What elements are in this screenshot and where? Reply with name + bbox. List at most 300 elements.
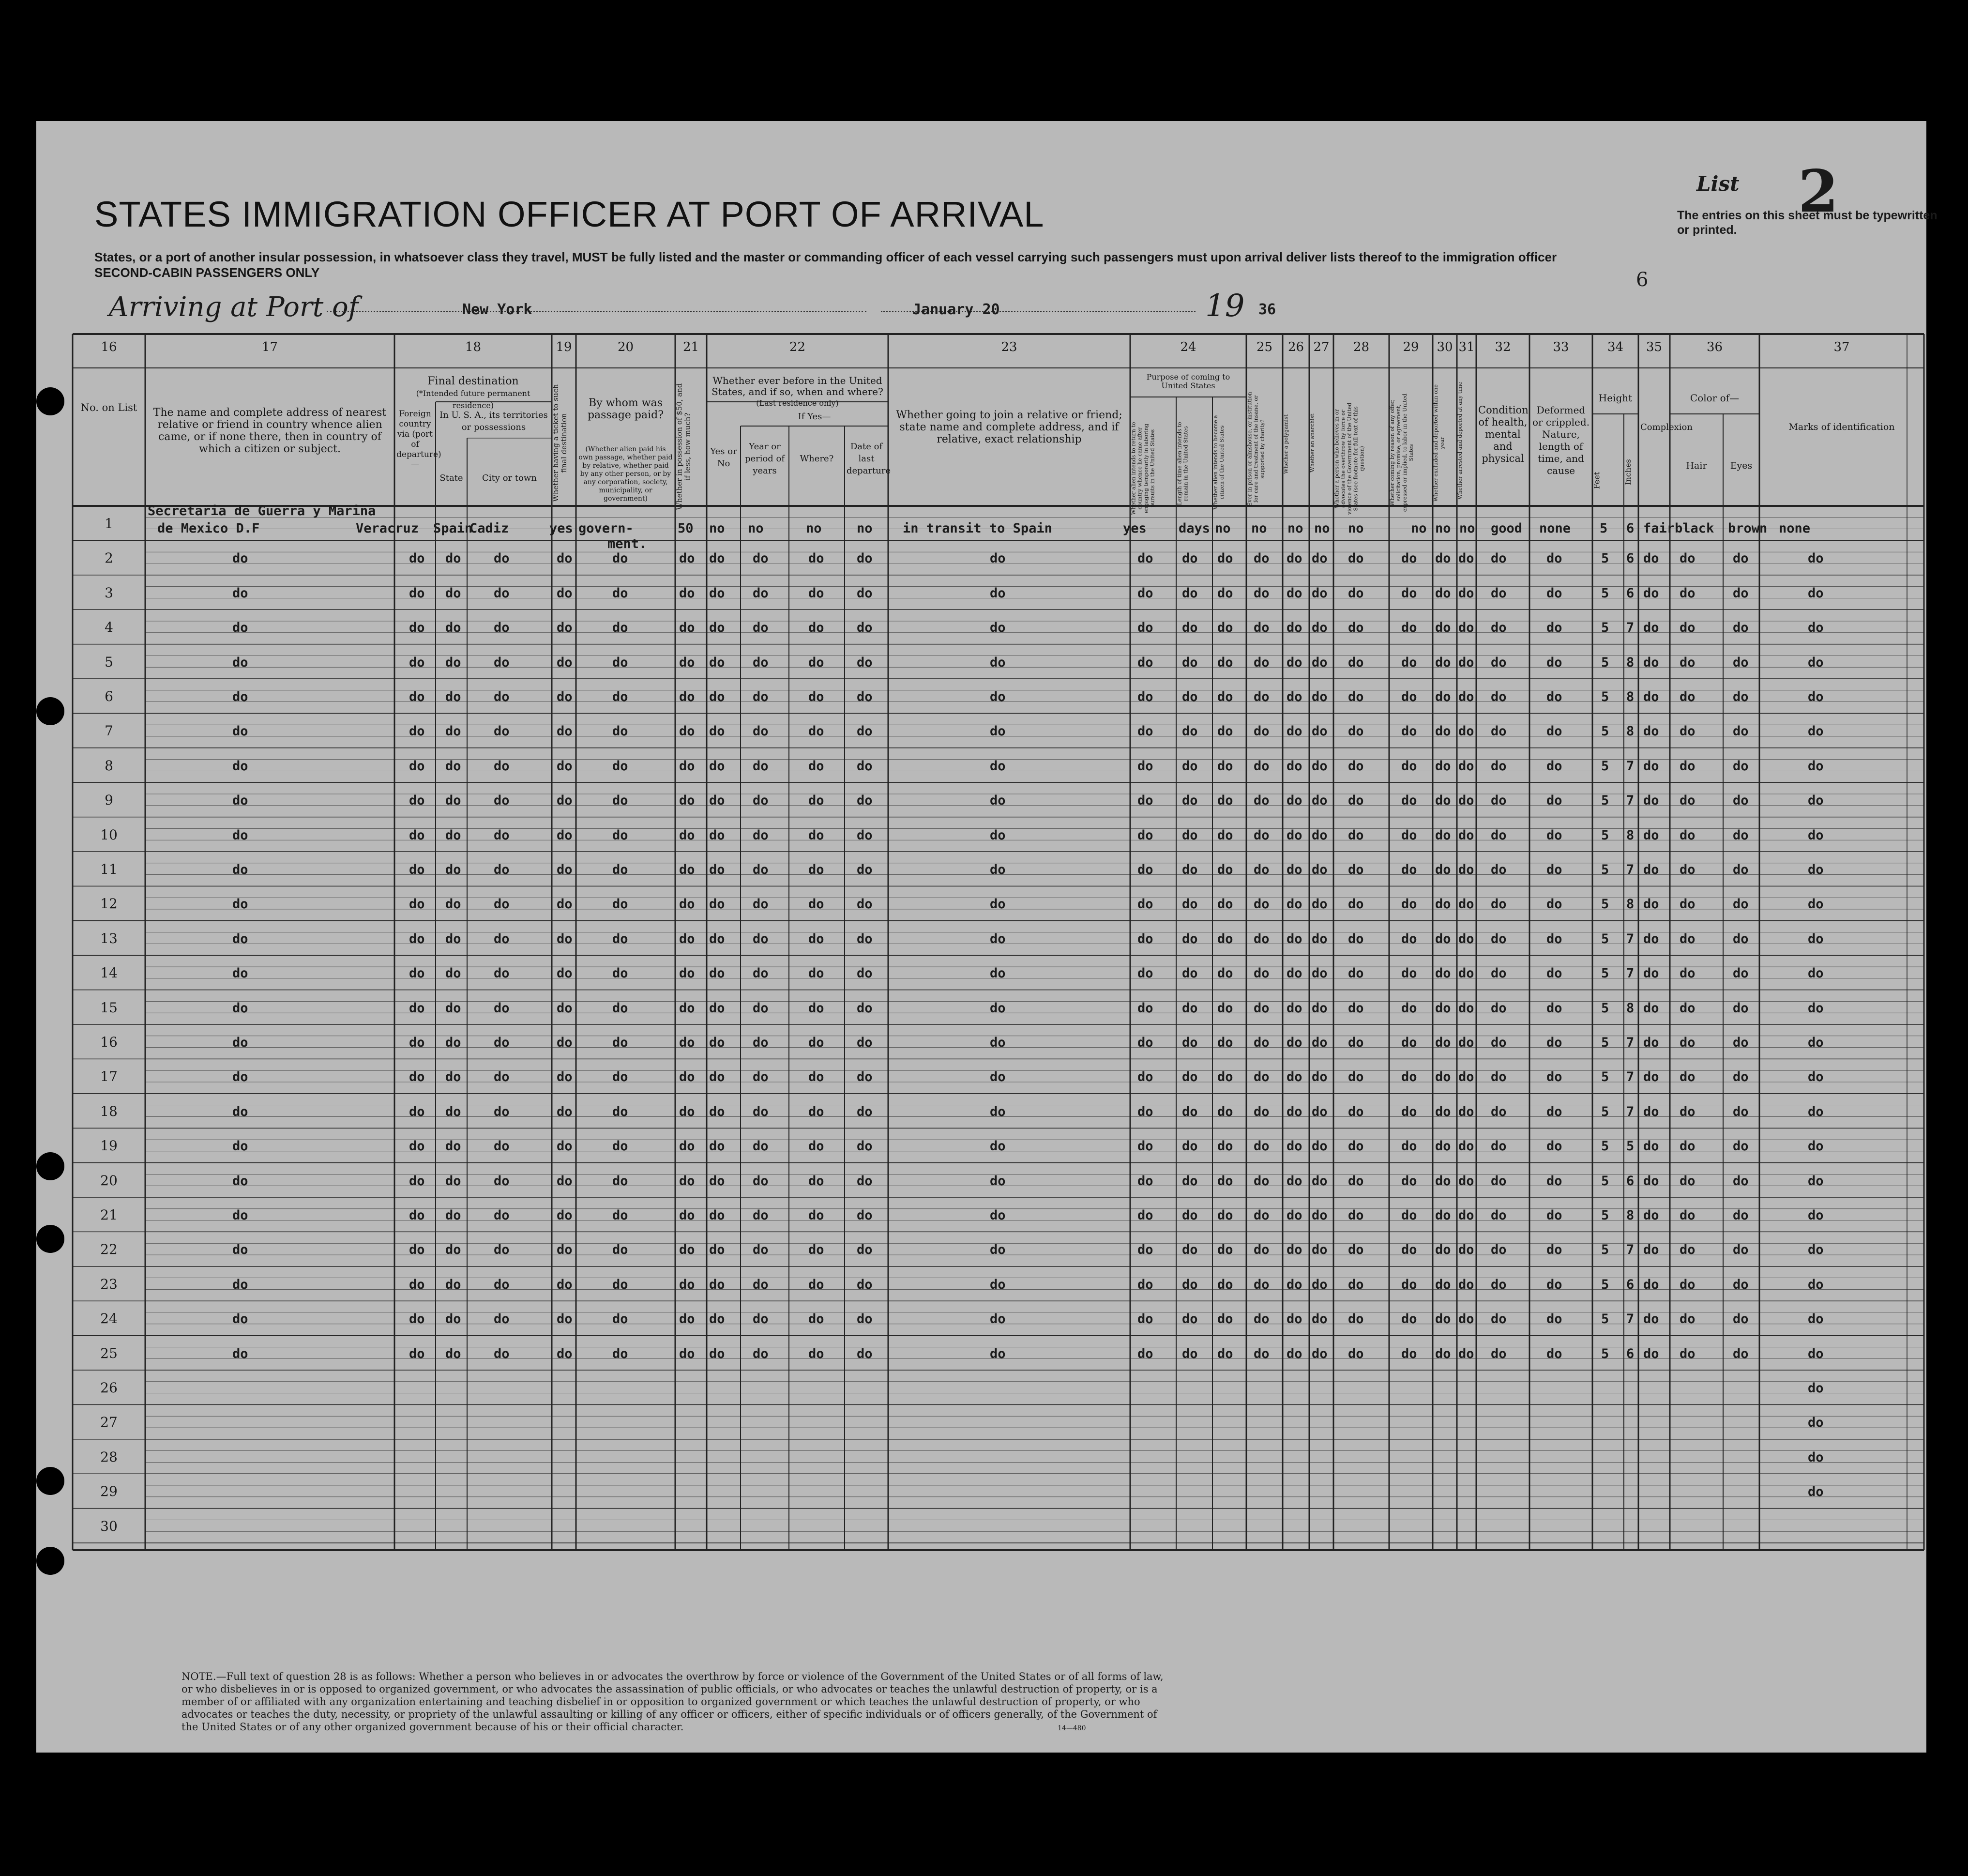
excluded-ditto: do [1435, 620, 1451, 636]
relative-address-ditto: do [232, 1312, 248, 1327]
column-number: 18 [465, 340, 482, 354]
period-ditto: do [753, 966, 769, 981]
city-ditto: do [494, 1035, 510, 1050]
complexion-ditto: do [1643, 966, 1659, 981]
anarchist-ditto: do [1312, 1277, 1328, 1292]
state-ditto: do [445, 758, 461, 774]
period-ditto: do [753, 1312, 769, 1327]
deformed-ditto: do [1546, 1242, 1562, 1258]
purpose-citizen-ditto: do [1217, 793, 1233, 808]
where-ditto: do [808, 585, 824, 601]
join-relative-ditto: do [990, 827, 1006, 843]
height-feet-value: 5 [1601, 966, 1609, 981]
departure-value: no [857, 521, 873, 536]
period-ditto: do [753, 724, 769, 739]
health-ditto: do [1491, 1277, 1507, 1292]
height-inches-value: 8 [1626, 689, 1635, 704]
where-ditto: do [808, 1069, 824, 1085]
row-number: 25 [100, 1345, 118, 1361]
arrival-date: January 20 [912, 301, 1000, 318]
column-number: 30 [1437, 340, 1453, 354]
row-number: 8 [105, 757, 113, 774]
period-ditto: do [753, 1242, 769, 1258]
purpose-citizen-ditto: do [1217, 1000, 1233, 1016]
foreign-port-ditto: do [409, 655, 425, 670]
city-ditto: do [494, 1208, 510, 1223]
departure-ditto: do [857, 827, 873, 843]
height-feet-value: 5 [1601, 1069, 1609, 1085]
purpose-return-ditto: do [1137, 551, 1153, 566]
height-feet-value: 5 [1601, 793, 1609, 808]
purpose-citizen-ditto: do [1217, 966, 1233, 981]
polygamist-ditto: do [1287, 1139, 1302, 1154]
state-ditto: do [445, 1277, 461, 1292]
departure-ditto: do [857, 1346, 873, 1361]
join-relative-ditto: do [990, 862, 1006, 877]
health-ditto: do [1491, 1173, 1507, 1189]
passage-ditto: do [612, 862, 628, 877]
city-ditto: do [494, 620, 510, 636]
arrested-ditto: do [1458, 897, 1474, 912]
money-ditto: do [679, 620, 695, 636]
prison-ditto: do [1254, 1312, 1270, 1327]
foreign-port-ditto: do [409, 1139, 425, 1154]
ticket-ditto: do [557, 1069, 573, 1085]
foreign-port-ditto: do [409, 1312, 425, 1327]
excluded-ditto: do [1435, 724, 1451, 739]
polygamist-ditto: do [1287, 724, 1302, 739]
overthrow-ditto: do [1348, 1346, 1364, 1361]
where-ditto: do [808, 1035, 824, 1050]
deformed-ditto: do [1546, 1346, 1562, 1361]
period-ditto: do [753, 1277, 769, 1292]
ticket-ditto: do [557, 1277, 573, 1292]
header-arrested: Whether arrested and deported at any time [1457, 381, 1463, 500]
eyes-ditto: do [1733, 931, 1749, 946]
marks-ditto: do [1808, 1415, 1824, 1431]
form-title: STATES IMMIGRATION OFFICER AT PORT OF ARRIVAL [94, 194, 1045, 234]
passage-ditto: do [612, 1208, 628, 1223]
join-relative-ditto: do [990, 897, 1006, 912]
departure-ditto: do [857, 1000, 873, 1016]
column-number: 37 [1833, 340, 1850, 354]
row-number: 11 [100, 861, 118, 877]
overthrow-ditto: do [1348, 689, 1364, 704]
join-relative-ditto: do [990, 724, 1006, 739]
overthrow-ditto: do [1348, 1104, 1364, 1119]
hair-ditto: do [1680, 689, 1696, 704]
row-number: 17 [100, 1068, 118, 1085]
labor-offer-ditto: do [1401, 1277, 1417, 1292]
height-inches-value: 8 [1626, 724, 1635, 739]
labor-offer-ditto: do [1401, 655, 1417, 670]
foreign-port-ditto: do [409, 620, 425, 636]
labor-offer-ditto: do [1401, 931, 1417, 946]
health-ditto: do [1491, 1346, 1507, 1361]
ticket-ditto: do [557, 827, 573, 843]
header-marks: Marks of identification [1788, 422, 1895, 432]
join-relative-ditto: do [990, 585, 1006, 601]
height-feet-value: 5 [1601, 655, 1609, 670]
passage-ditto: do [612, 620, 628, 636]
money-ditto: do [679, 585, 695, 601]
arrested-ditto: do [1458, 1242, 1474, 1258]
departure-ditto: do [857, 1035, 873, 1050]
anarchist-ditto: do [1312, 966, 1328, 981]
state-ditto: do [445, 862, 461, 877]
column-number: 33 [1553, 340, 1569, 354]
relative-address-ditto: do [232, 758, 248, 774]
height-feet-value: 5 [1601, 689, 1609, 704]
anarchist-ditto: do [1312, 1208, 1328, 1223]
overthrow-ditto: do [1348, 931, 1364, 946]
header-final-destination-note: (*Intended future permanent residence) [416, 389, 530, 410]
column-number: 16 [101, 340, 117, 354]
arrested-ditto: do [1458, 1277, 1474, 1292]
hair-ditto: do [1680, 1208, 1696, 1223]
header-labor-offer: Whether coming by reason of any offer, solicitation, promise, or agreement, expressed or implied, to labor in the United States [1389, 393, 1414, 512]
deformed-ditto: do [1546, 1104, 1562, 1119]
excluded-ditto: do [1435, 689, 1451, 704]
prison-ditto: do [1254, 1069, 1270, 1085]
height-inches-value: 7 [1626, 793, 1635, 808]
ever-before-ditto: do [709, 793, 725, 808]
labor-offer-ditto: do [1401, 1104, 1417, 1119]
relative-address-ditto: do [232, 1346, 248, 1361]
binder-hole [36, 697, 64, 725]
departure-ditto: do [857, 551, 873, 566]
labor-offer-ditto: do [1401, 689, 1417, 704]
overthrow-value: no [1348, 521, 1364, 536]
header-ticket: Whether having a ticket to such final destination [551, 384, 568, 502]
period-ditto: do [753, 862, 769, 877]
city-ditto: do [494, 1346, 510, 1361]
prison-ditto: do [1254, 1242, 1270, 1258]
passage-ditto: do [612, 1000, 628, 1016]
arrested-ditto: do [1458, 724, 1474, 739]
ticket-ditto: do [557, 931, 573, 946]
ever-before-ditto: do [709, 724, 725, 739]
ever-before-ditto: do [709, 655, 725, 670]
eyes-ditto: do [1733, 966, 1749, 981]
purpose-citizen-ditto: do [1217, 827, 1233, 843]
height-inches-value: 6 [1626, 1346, 1635, 1361]
row-number: 24 [100, 1311, 118, 1327]
ever-before-ditto: do [709, 931, 725, 946]
departure-ditto: do [857, 1242, 873, 1258]
height-feet-value: 5 [1601, 1104, 1609, 1119]
money-ditto: do [679, 1208, 695, 1223]
manifest-sheet [36, 121, 1938, 1753]
arrested-ditto: do [1458, 1173, 1474, 1189]
purpose-citizen-ditto: do [1217, 551, 1233, 566]
relative-address-ditto: do [232, 966, 248, 981]
join-relative-ditto: do [990, 655, 1006, 670]
join-relative-ditto: do [990, 793, 1006, 808]
purpose-length-ditto: do [1182, 1208, 1198, 1223]
health-ditto: do [1491, 897, 1507, 912]
prison-ditto: do [1254, 1000, 1270, 1016]
height-feet-value: 5 [1601, 1035, 1609, 1050]
labor-offer-ditto: do [1401, 966, 1417, 981]
overthrow-ditto: do [1348, 585, 1364, 601]
departure-ditto: do [857, 1277, 873, 1292]
prison-ditto: do [1254, 551, 1270, 566]
excluded-ditto: do [1435, 758, 1451, 774]
period-ditto: do [753, 655, 769, 670]
foreign-port: Veracruz [356, 521, 419, 536]
money-ditto: do [679, 897, 695, 912]
departure-ditto: do [857, 585, 873, 601]
labor-offer-ditto: do [1401, 862, 1417, 877]
overthrow-ditto: do [1348, 1208, 1364, 1223]
prison-ditto: do [1254, 1346, 1270, 1361]
state-ditto: do [445, 1208, 461, 1223]
prison-ditto: do [1254, 1139, 1270, 1154]
header-city-town: City or town [482, 473, 537, 483]
polygamist-ditto: do [1287, 1242, 1302, 1258]
period-ditto: do [753, 1208, 769, 1223]
where-ditto: do [808, 655, 824, 670]
city-ditto: do [494, 966, 510, 981]
column-number: 31 [1458, 340, 1475, 354]
labor-offer-value: no [1411, 521, 1427, 536]
arriving-label: Arriving at Port of [109, 291, 359, 323]
polygamist-ditto: do [1287, 655, 1302, 670]
period-ditto: do [753, 689, 769, 704]
hair-ditto: do [1680, 1277, 1696, 1292]
period-ditto: do [753, 585, 769, 601]
header-anarchist: Whether an anarchist [1309, 413, 1316, 473]
ticket-ditto: do [557, 897, 573, 912]
height-feet-value: 5 [1601, 724, 1609, 739]
purpose-return-ditto: do [1137, 966, 1153, 981]
binder-hole [36, 387, 64, 415]
hair-ditto: do [1680, 585, 1696, 601]
hair-ditto: do [1680, 551, 1696, 566]
purpose-return-ditto: do [1137, 862, 1153, 877]
money-ditto: do [679, 1277, 695, 1292]
purpose-return-ditto: do [1137, 689, 1153, 704]
eyes-ditto: do [1733, 551, 1749, 566]
ticket-ditto: do [557, 1104, 573, 1119]
binder-hole [36, 1152, 64, 1180]
anarchist-ditto: do [1312, 689, 1328, 704]
eyes-ditto: do [1733, 724, 1749, 739]
join-relative-ditto: do [990, 758, 1006, 774]
purpose-return-ditto: do [1137, 1000, 1153, 1016]
period-ditto: do [753, 758, 769, 774]
departure-ditto: do [857, 724, 873, 739]
money-ditto: do [679, 931, 695, 946]
purpose-return-ditto: do [1137, 655, 1153, 670]
overthrow-ditto: do [1348, 1312, 1364, 1327]
ever-before-ditto: do [709, 758, 725, 774]
health-ditto: do [1491, 793, 1507, 808]
ever-before-ditto: do [709, 1277, 725, 1292]
header-last-departure: Date of last departure [847, 442, 891, 476]
passage-ditto: do [612, 931, 628, 946]
purpose-return-ditto: do [1137, 1312, 1153, 1327]
eyes-ditto: do [1733, 1242, 1749, 1258]
overthrow-ditto: do [1348, 1242, 1364, 1258]
join-relative-ditto: do [990, 1173, 1006, 1189]
period-ditto: do [753, 1069, 769, 1085]
labor-offer-ditto: do [1401, 897, 1417, 912]
marks-ditto: do [1808, 897, 1824, 912]
marks-ditto: do [1808, 931, 1824, 946]
complexion-ditto: do [1643, 1069, 1659, 1085]
relative-address-ditto: do [232, 1242, 248, 1258]
departure-ditto: do [857, 1312, 873, 1327]
period-ditto: do [753, 1104, 769, 1119]
deformed-ditto: do [1546, 758, 1562, 774]
purpose-return-ditto: do [1137, 1277, 1153, 1292]
period-ditto: do [753, 1000, 769, 1016]
header-fifty-dollars: Whether in possession of $50, and if less, how much? [675, 383, 692, 510]
complexion-ditto: do [1643, 1139, 1659, 1154]
purpose-citizen-ditto: do [1217, 758, 1233, 774]
foreign-port-ditto: do [409, 1069, 425, 1085]
header-final-destination: Final destination [427, 375, 519, 387]
labor-offer-ditto: do [1401, 1069, 1417, 1085]
header-if-yes: If Yes— [798, 412, 831, 422]
purpose-length-ditto: do [1182, 793, 1198, 808]
labor-offer-ditto: do [1401, 793, 1417, 808]
passage-ditto: do [612, 585, 628, 601]
arrested-ditto: do [1458, 1139, 1474, 1154]
passage-ditto: do [612, 1346, 628, 1361]
purpose-return-ditto: do [1137, 1035, 1153, 1050]
hair-ditto: do [1680, 827, 1696, 843]
header-relative-address: The name and complete address of nearest relative or friend in country whence alien came, or if none there, then in country of which a citizen or subject. [153, 407, 387, 455]
destination-city: Cadiz [469, 521, 509, 536]
overthrow-ditto: do [1348, 793, 1364, 808]
deformed-ditto: do [1546, 862, 1562, 877]
ticket-ditto: do [557, 1139, 573, 1154]
passage-ditto: do [612, 689, 628, 704]
marks-ditto: do [1808, 724, 1824, 739]
deformed-ditto: do [1546, 655, 1562, 670]
purpose-return-ditto: do [1137, 931, 1153, 946]
instructions-line-2: SECOND-CABIN PASSENGERS ONLY [94, 265, 320, 280]
height-inches-value: 8 [1626, 1000, 1635, 1016]
deformed-ditto: do [1546, 793, 1562, 808]
city-ditto: do [494, 931, 510, 946]
state-ditto: do [445, 1242, 461, 1258]
overthrow-ditto: do [1348, 620, 1364, 636]
column-number: 36 [1706, 340, 1723, 354]
where-ditto: do [808, 1000, 824, 1016]
purpose-return-ditto: do [1137, 793, 1153, 808]
health-ditto: do [1491, 862, 1507, 877]
where-ditto: do [808, 827, 824, 843]
deformed-ditto: do [1546, 620, 1562, 636]
join-relative-ditto: do [990, 1139, 1006, 1154]
money-ditto: do [679, 827, 695, 843]
ever-before-ditto: do [709, 551, 725, 566]
departure-ditto: do [857, 897, 873, 912]
row-number: 26 [100, 1380, 118, 1396]
arrested-ditto: do [1458, 655, 1474, 670]
foreign-port-ditto: do [409, 724, 425, 739]
complexion-ditto: do [1643, 1104, 1659, 1119]
height-feet-value: 5 [1601, 897, 1609, 912]
city-ditto: do [494, 1242, 510, 1258]
health-ditto: do [1491, 1104, 1507, 1119]
hair-ditto: do [1680, 1000, 1696, 1016]
row-number: 27 [100, 1414, 118, 1431]
purpose-citizen-ditto: do [1217, 724, 1233, 739]
height-feet-value: 5 [1601, 1346, 1609, 1361]
height-inches-value: 6 [1626, 585, 1635, 601]
ticket-value: yes [549, 521, 573, 536]
deformed-ditto: do [1546, 1208, 1562, 1223]
anarchist-ditto: do [1312, 1069, 1328, 1085]
hair-ditto: do [1680, 655, 1696, 670]
purpose-length-ditto: do [1182, 1035, 1198, 1050]
where-ditto: do [808, 551, 824, 566]
state-ditto: do [445, 620, 461, 636]
height-inches-value: 8 [1626, 655, 1635, 670]
where-ditto: do [808, 1173, 824, 1189]
labor-offer-ditto: do [1401, 827, 1417, 843]
purpose-citizen-ditto: do [1217, 1069, 1233, 1085]
purpose-length-ditto: do [1182, 1000, 1198, 1016]
health-ditto: do [1491, 1312, 1507, 1327]
height-inches-value: 7 [1626, 1104, 1635, 1119]
where-ditto: do [808, 1104, 824, 1119]
ticket-ditto: do [557, 724, 573, 739]
marks-ditto: do [1808, 862, 1824, 877]
health-ditto: do [1491, 827, 1507, 843]
purpose-length-ditto: do [1182, 897, 1198, 912]
purpose-length-ditto: do [1182, 655, 1198, 670]
overthrow-ditto: do [1348, 1173, 1364, 1189]
excluded-ditto: do [1435, 1242, 1451, 1258]
deformed-ditto: do [1546, 1277, 1562, 1292]
marks-ditto: do [1808, 1104, 1824, 1119]
overthrow-ditto: do [1348, 827, 1364, 843]
relative-address-ditto: do [232, 1000, 248, 1016]
arrested-ditto: do [1458, 551, 1474, 566]
header-purpose-return: Whether alien intends to return to country whence he came after engaging temporarily in laboring pursuits in the United States [1130, 422, 1155, 515]
overthrow-ditto: do [1348, 724, 1364, 739]
departure-ditto: do [857, 966, 873, 981]
complexion-ditto: do [1643, 655, 1659, 670]
marks-ditto: do [1808, 1069, 1824, 1085]
eyes-ditto: do [1733, 655, 1749, 670]
polygamist-ditto: do [1287, 1208, 1302, 1223]
city-ditto: do [494, 793, 510, 808]
health-ditto: do [1491, 1035, 1507, 1050]
arrested-ditto: do [1458, 585, 1474, 601]
relative-address-ditto: do [232, 897, 248, 912]
height-feet-value: 5 [1601, 931, 1609, 946]
header-deformed: Deformed or crippled. Nature, length of time, and cause [1532, 404, 1590, 476]
anarchist-ditto: do [1312, 1173, 1328, 1189]
anarchist-ditto: do [1312, 1104, 1328, 1119]
state-ditto: do [445, 1173, 461, 1189]
where-ditto: do [808, 689, 824, 704]
marks-ditto: do [1808, 1208, 1824, 1223]
height-inches-value: 6 [1626, 1277, 1635, 1292]
column-number: 26 [1287, 340, 1304, 354]
departure-ditto: do [857, 1104, 873, 1119]
state-ditto: do [445, 1069, 461, 1085]
deformed-ditto: do [1546, 1173, 1562, 1189]
overthrow-ditto: do [1348, 1035, 1364, 1050]
